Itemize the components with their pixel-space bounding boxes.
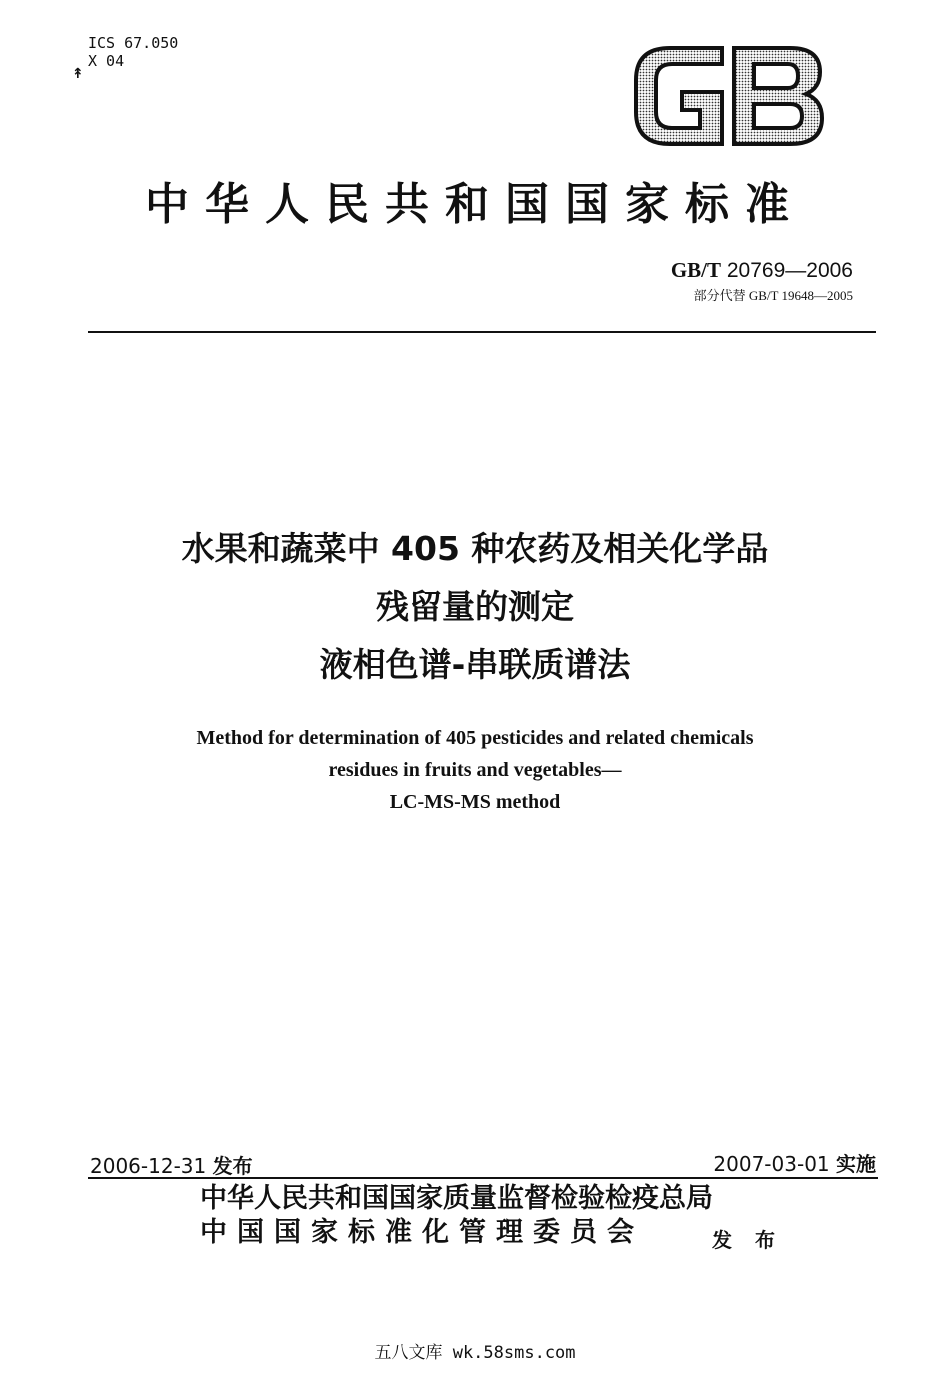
chinese-title xyxy=(0,520,950,694)
issue-date: 2006-12-31 xyxy=(90,1154,207,1178)
english-title xyxy=(0,722,950,818)
standard-title: 中华人民共和国国家标准 xyxy=(145,179,805,230)
replaces-note: 部分代替 GB/T 19648—2005 xyxy=(693,288,853,303)
english-title-line-2: residues in fruits and vegetables— xyxy=(328,759,622,781)
logo-text: GB xyxy=(728,104,730,105)
implement-date: 2007-03-01 xyxy=(713,1152,830,1176)
implement-date-block xyxy=(713,1148,876,1177)
ics-code: ICS 67.050 xyxy=(88,34,179,52)
english-title-line-3: LC-MS-MS method xyxy=(389,791,561,813)
ics-codes xyxy=(88,34,178,70)
scan-mark: ↟ xyxy=(72,66,84,82)
standard-number-prefix: GB/T xyxy=(670,258,722,282)
watermark: 五八文库 wk.58sms.com xyxy=(374,1343,576,1363)
category-code: X 04 xyxy=(88,52,125,70)
implement-label: 实施 xyxy=(836,1152,876,1176)
standard-number xyxy=(671,258,853,283)
publish-label: 发 布 xyxy=(712,1228,783,1252)
issue-label: 发布 xyxy=(212,1154,253,1178)
chinese-title-line-2: 残留量的测定 xyxy=(376,587,574,626)
chinese-title-line-3: 液相色谱-串联质谱法 xyxy=(319,645,631,684)
issuing-authorities xyxy=(200,1182,713,1250)
issuer-1: 中华人民共和国国家质量监督检验检疫总局 xyxy=(200,1183,713,1214)
issue-date-block xyxy=(90,1150,253,1179)
issuer-2: 中国国家标准化管理委员会 xyxy=(200,1217,644,1248)
header-divider xyxy=(88,331,876,333)
footer-divider xyxy=(88,1177,878,1179)
chinese-title-line-1: 水果和蔬菜中 405 种农药及相关化学品 xyxy=(181,529,769,568)
standard-number-block xyxy=(671,258,853,304)
gb-logo xyxy=(630,44,826,148)
standard-number-value: 20769—2006 xyxy=(726,259,853,282)
english-title-line-1: Method for determination of 405 pesticides and related chemicals xyxy=(196,727,754,749)
